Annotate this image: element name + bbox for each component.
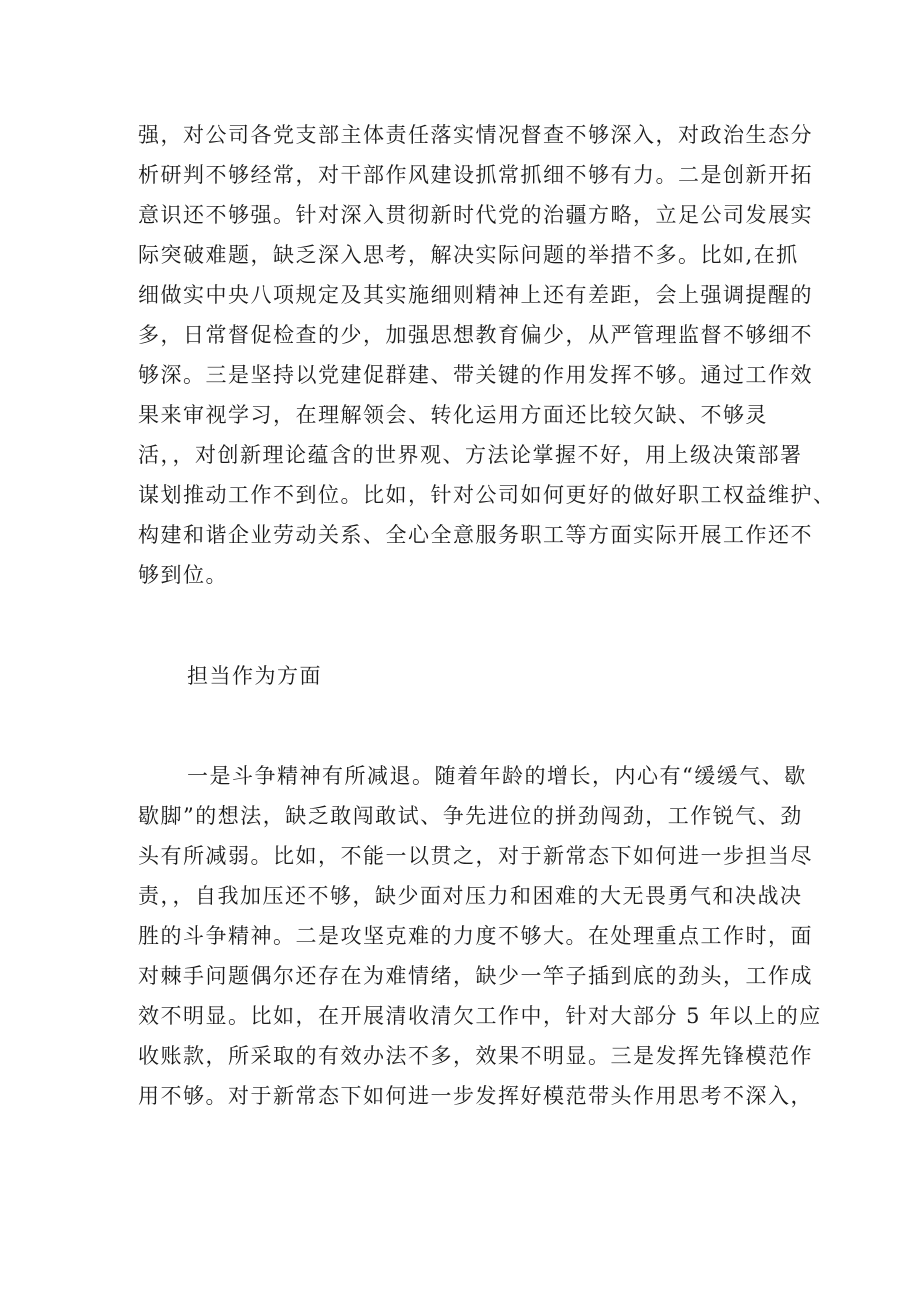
paragraph-line: 收账款，所采取的有效办法不多，效果不明显。三是发挥先锋模范作 bbox=[138, 1044, 813, 1068]
paragraph-line: 多，日常督促检查的少，加强思想教育偏少，从严管理监督不够细不 bbox=[138, 323, 813, 347]
paragraph-line: 谋划推动工作不到位。比如，针对公司如何更好的做好职工权益维护、 bbox=[138, 483, 836, 507]
paragraph-line: 够到位。 bbox=[138, 563, 228, 587]
paragraph-line: 构建和谐企业劳动关系、全心全意服务职工等方面实际开展工作还不 bbox=[138, 523, 813, 547]
paragraph-line: 用不够。对于新常态下如何进一步发挥好模范带头作用思考不深入， bbox=[138, 1084, 813, 1108]
paragraph-line: 细做实中央八项规定及其实施细则精神上还有差距，会上强调提醒的 bbox=[138, 283, 813, 307]
paragraph-line: 意识还不够强。针对深入贯彻新时代党的治疆方略，立足公司发展实 bbox=[138, 203, 813, 227]
paragraph-line: 歇脚”的想法，缺乏敢闯敢试、争先进位的拼劲闯劲，工作锐气、劲 bbox=[138, 804, 803, 828]
section-heading: 担当作为方面 bbox=[187, 664, 322, 688]
paragraph-line: 析研判不够经常，对干部作风建设抓常抓细不够有力。二是创新开拓 bbox=[138, 163, 813, 187]
paragraph-line: 果来审视学习，在理解领会、转化运用方面还比较欠缺、不够灵 bbox=[138, 403, 768, 427]
paragraph-line: 一是斗争精神有所减退。随着年龄的增长，内心有“缓缓气、歇 bbox=[187, 764, 807, 788]
paragraph-line: 头有所减弱。比如，不能一以贯之，对于新常态下如何进一步担当尽 bbox=[138, 844, 813, 868]
paragraph-line: 胜的斗争精神。二是攻坚克难的力度不够大。在处理重点工作时，面 bbox=[138, 924, 813, 948]
paragraph-line: 责，，自我加压还不够，缺少面对压力和困难的大无畏勇气和决战决 bbox=[138, 884, 803, 908]
paragraph-line: 活，，对创新理论蕴含的世界观、方法论掌握不好，用上级决策部署 bbox=[138, 443, 803, 467]
paragraph-line: 效不明显。比如，在开展清收清欠工作中，针对大部分 5 年以上的应 bbox=[138, 1004, 822, 1028]
paragraph-line: 际突破难题，缺乏深入思考，解决实际问题的举措不多。比如,在抓 bbox=[138, 243, 799, 267]
paragraph-line: 够深。三是坚持以党建促群建、带关键的作用发挥不够。通过工作效 bbox=[138, 363, 813, 387]
paragraph-line: 强，对公司各党支部主体责任落实情况督查不够深入，对政治生态分 bbox=[138, 123, 813, 147]
paragraph-line: 对棘手问题偶尔还存在为难情绪，缺少一竿子插到底的劲头，工作成 bbox=[138, 964, 813, 988]
